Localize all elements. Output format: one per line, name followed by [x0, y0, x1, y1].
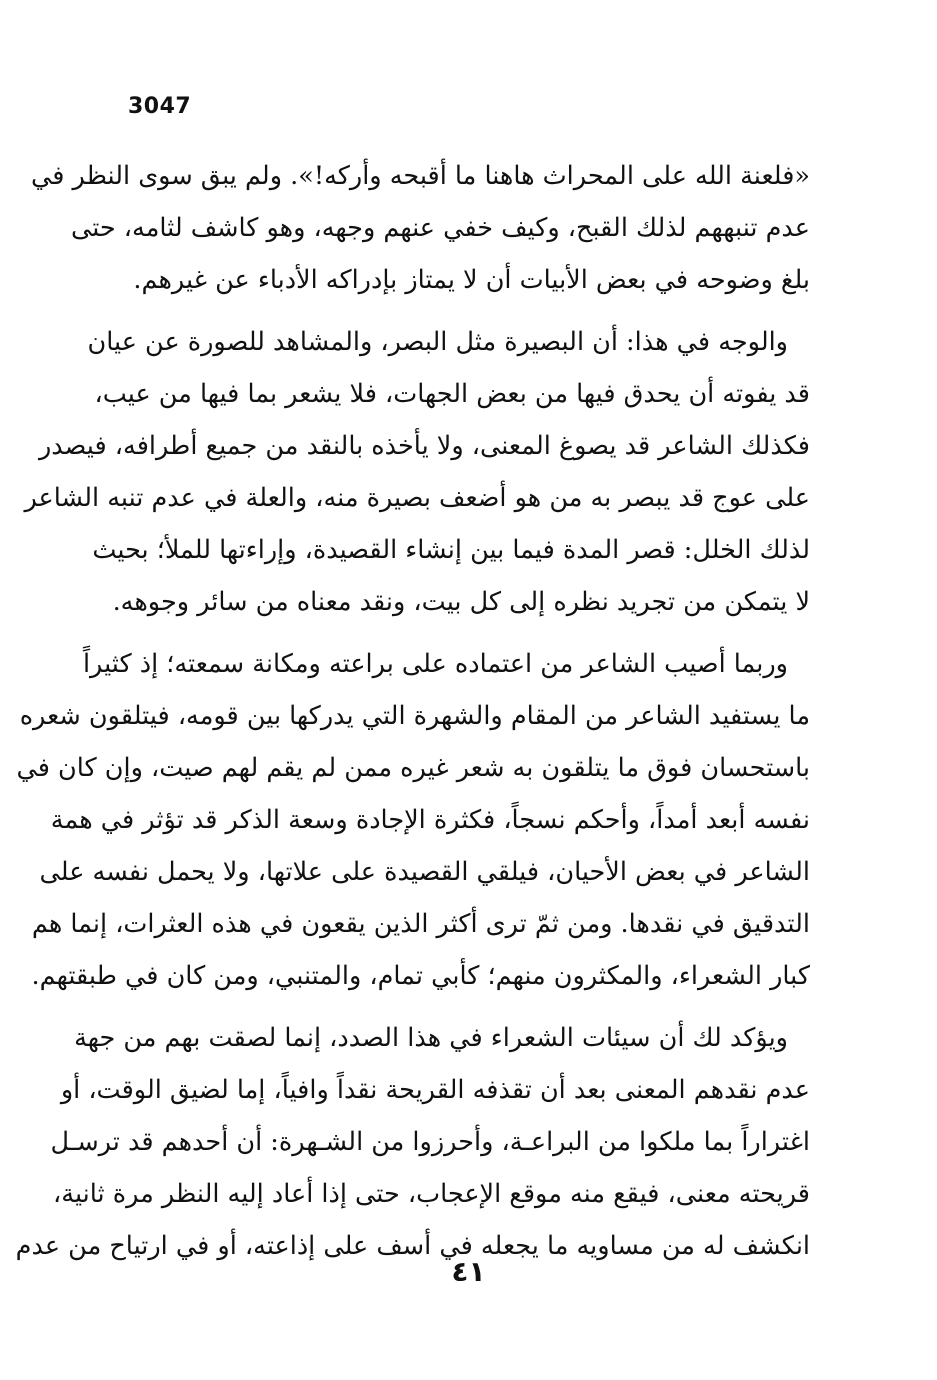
text-line: على عوج قد يبصر به من هو أضعف بصيرة منه، والعلة في عدم تنبه الشاعر [24, 483, 810, 513]
paragraph-2 [24, 316, 810, 628]
paragraph-1 [31, 150, 810, 306]
text-line: الشاعر في بعض الأحيان، فيلقي القصيدة على علاتها، ولا يحمل نفسه على [39, 857, 810, 887]
text-line: ويؤكد لك أن سيئات الشعراء في هذا الصدد، إنما لصقت بهم من جهة [74, 1023, 788, 1053]
text-line: انكشف له من مساويه ما يجعله في أسف على إذاعته، أو في ارتياح من عدم [15, 1231, 810, 1261]
text-line: قد يفوته أن يحدق فيها من بعض الجهات، فلا يشعر بما فيها من عيب، [94, 379, 810, 409]
text-line: كبار الشعراء، والمكثرون منهم؛ كأبي تمام، والمتنبي، ومن كان في طبقتهم. [31, 961, 810, 991]
text-line: قريحته معنى، فيقع منه موقع الإعجاب، حتى إذا أعاد إليه النظر مرة ثانية، [53, 1179, 810, 1209]
text-line: عدم نقدهم المعنى بعد أن تقذفه القريحة نقداً وافياً، إما لضيق الوقت، أو [60, 1075, 810, 1105]
paragraph-4 [15, 1012, 810, 1272]
text-line: وربما أصيب الشاعر من اعتماده على براعته ومكانة سمعته؛ إذ كثيراً [82, 649, 788, 679]
body-text [15, 150, 810, 1282]
text-line: التدقيق في نقدها. ومن ثمّ ترى أكثر الذين يقعون في هذه العثرات، إنما هم [31, 909, 810, 939]
text-line: ما يستفيد الشاعر من المقام والشهرة التي يدركها بين قومه، فيتلقون شعره [19, 701, 810, 731]
text-line: لذلك الخلل: قصر المدة فيما بين إنشاء القصيدة، وإراءتها للملأ؛ بحيث [92, 535, 810, 565]
text-line: «فلعنة الله على المحراث هاهنا ما أقبحه وأركه!». ولم يبق سوى النظر في [31, 161, 810, 191]
volume-number: 3047 [128, 94, 192, 119]
text-line: عدم تنبههم لذلك القبح، وكيف خفي عنهم وجهه، وهو كاشف لثامه، حتى [70, 213, 810, 243]
text-line: لا يتمكن من تجريد نظره إلى كل بيت، ونقد معناه من سائر وجوهه. [112, 587, 810, 617]
text-line: والوجه في هذا: أن البصيرة مثل البصر، والمشاهد للصورة عن عيان [87, 327, 788, 357]
text-line: اغتراراً بما ملكوا من البراعـة، وأحرزوا من الشـهرة: أن أحدهم قد ترسـل [50, 1127, 810, 1157]
paragraph-3 [16, 638, 810, 1002]
text-line: بلغ وضوحه في بعض الأبيات أن لا يمتاز بإدراكه الأدباء عن غيرهم. [133, 265, 810, 295]
text-line: نفسه أبعد أمداً، وأحكم نسجاً، فكثرة الإجادة وسعة الذكر قد تؤثر في همة [50, 805, 810, 835]
text-line: باستحسان فوق ما يتلقون به شعر غيره ممن لم يقم لهم صيت، وإن كان في [16, 753, 810, 783]
text-line: فكذلك الشاعر قد يصوغ المعنى، ولا يأخذه بالنقد من جميع أطرافه، فيصدر [38, 431, 810, 461]
page-number: ٤١ [451, 1255, 486, 1288]
